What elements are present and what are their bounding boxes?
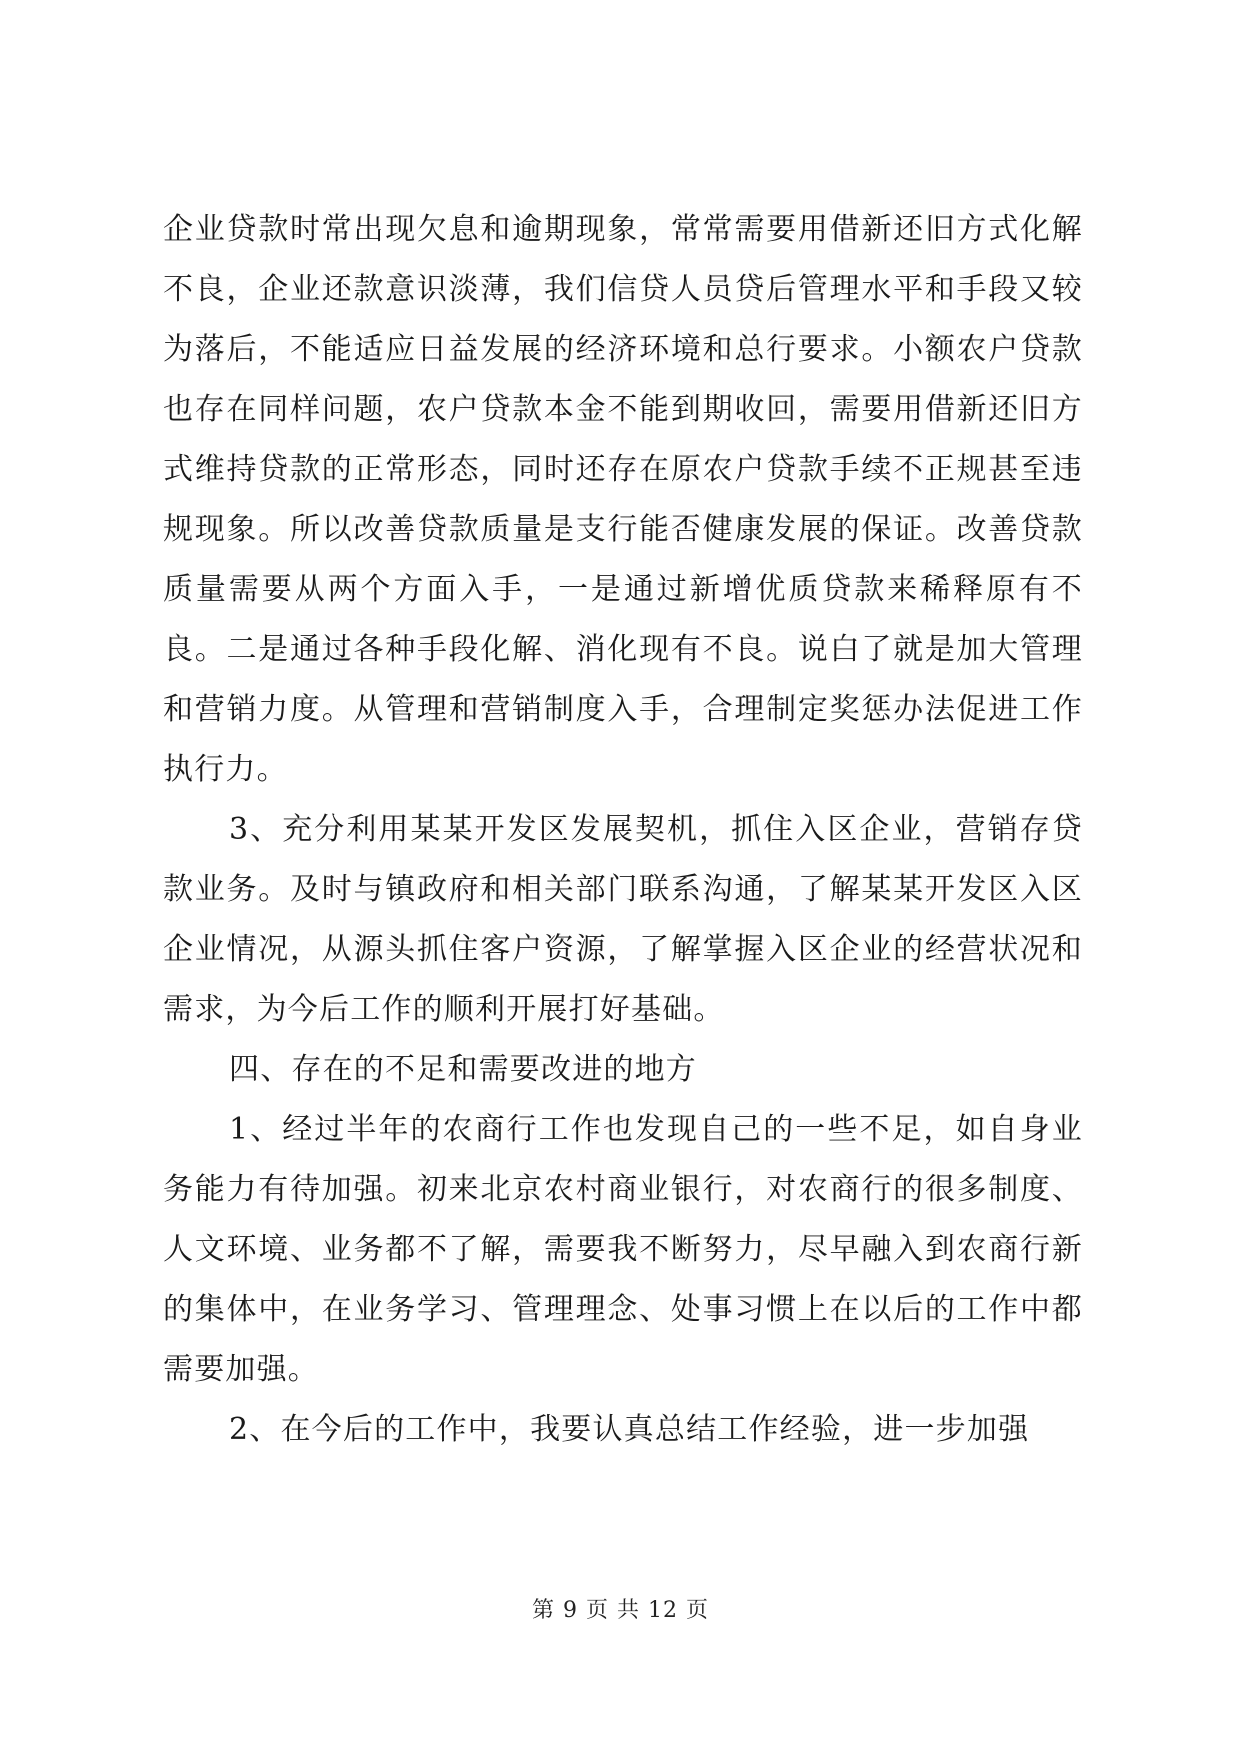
document-body [163, 200, 1083, 1460]
page-number-footer: 第 9 页 共 12 页 [532, 1598, 709, 1623]
paragraph-item-2: 2、在今后的工作中，我要认真总结工作经验，进一步加强 [229, 1412, 1030, 1447]
section-heading-shortcomings: 四、存在的不足和需要改进的地方 [229, 1052, 697, 1087]
paragraph-item-3: 3、充分利用某某开发区发展契机，抓住入区企业，营销存贷款业务。及时与镇政府和相关部门联系沟通，了解某某开发区入区企业情况，从源头抓住客户资源，了解掌握入区企业的经营状况和需求，为今后工作的顺利开展打好基础。 [163, 812, 1083, 1027]
paragraph-item-1: 1、经过半年的农商行工作也发现自己的一些不足，如自身业务能力有待加强。初来北京农村商业银行，对农商行的很多制度、人文环境、业务都不了解，需要我不断努力，尽早融入到农商行新的集体中，在业务学习、管理理念、处事习惯上在以后的工作中都需要加强。 [163, 1112, 1083, 1387]
paragraph-loan-quality: 企业贷款时常出现欠息和逾期现象，常常需要用借新还旧方式化解不良，企业还款意识淡薄，我们信贷人员贷后管理水平和手段又较为落后，不能适应日益发展的经济环境和总行要求。小额农户贷款也存在同样问题，农户贷款本金不能到期收回，需要用借新还旧方式维持贷款的正常形态，同时还存在原农户贷款手续不正规甚至违规现象。所以改善贷款质量是支行能否健康发展的保证。改善贷款质量需要从两个方面入手，一是通过新增优质贷款来稀释原有不良。二是通过各种手段化解、消化现有不良。说白了就是加大管理和营销力度。从管理和营销制度入手，合理制定奖惩办法促进工作执行力。 [163, 212, 1083, 787]
